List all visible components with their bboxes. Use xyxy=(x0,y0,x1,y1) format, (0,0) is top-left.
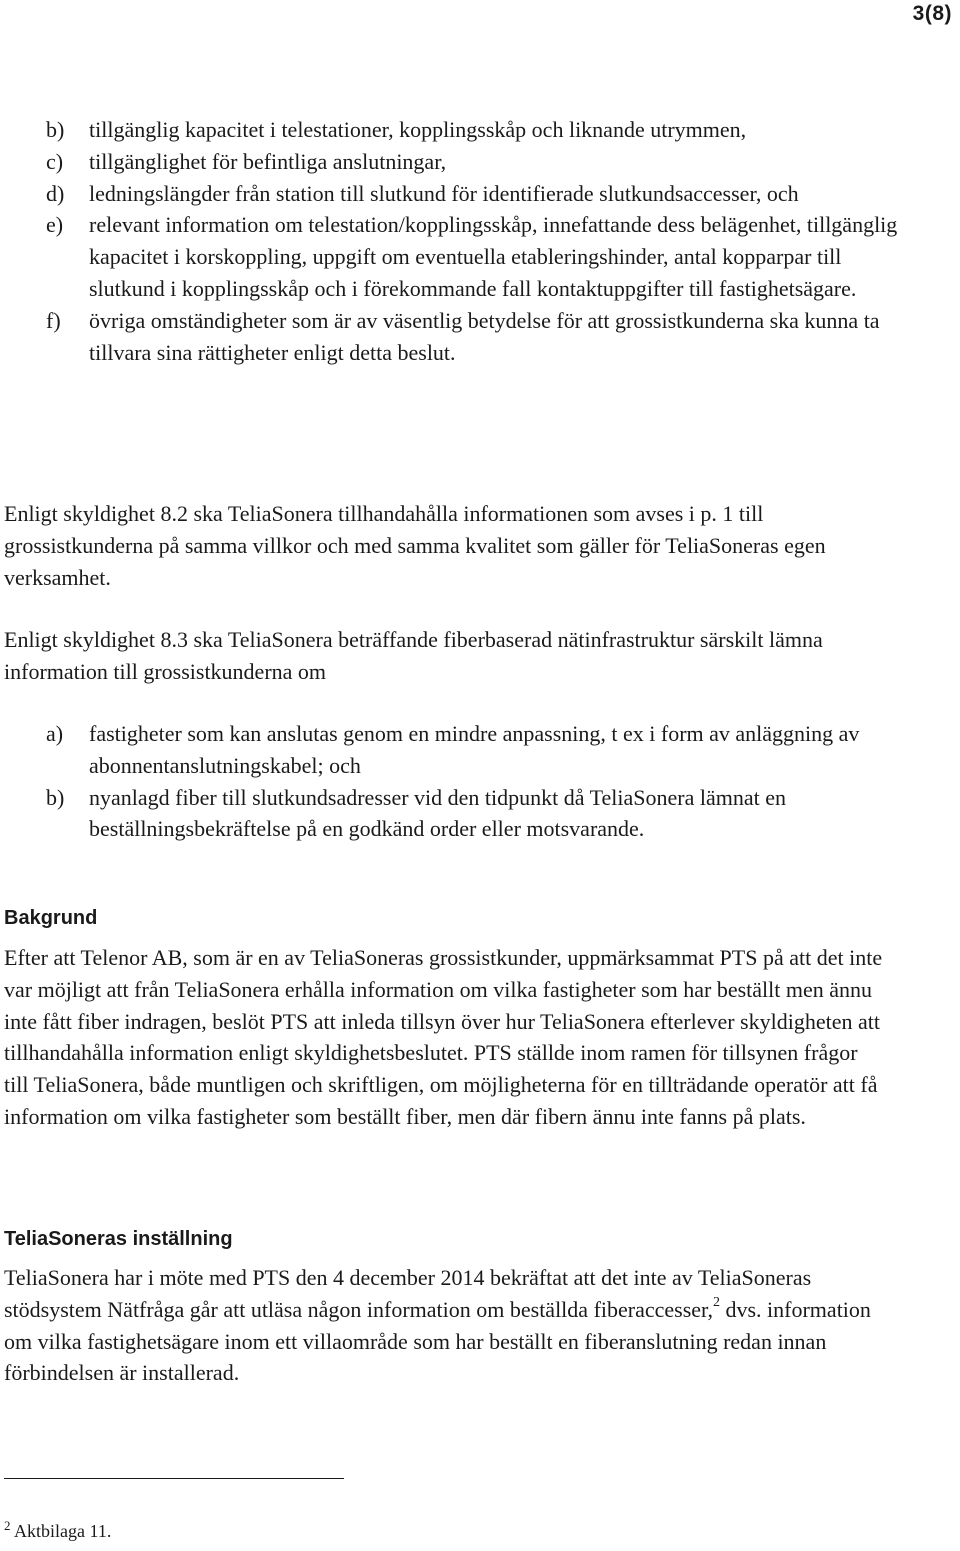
list-marker: b) xyxy=(46,784,65,810)
list-item xyxy=(46,209,916,304)
list-item xyxy=(46,178,916,210)
list-item xyxy=(46,305,916,369)
list-item xyxy=(46,114,916,146)
paragraph-bakgrund: Efter att Telenor AB, som är en av TeliaSoneras grossistkunder, uppmärksammat PTS på att det inte var möjligt att från TeliaSonera erhålla information om vilka fastigheter som har beställt men ännu inte fått fiber indragen, beslöt PTS att inleda tillsyn över hur TeliaSonera efterlever skyldigheten att tillhandahålla information enligt skyldighetsbeslutet. PTS ställde inom ramen för tillsynen frågor till TeliaSonera, både muntligen och skriftligen, om möjligheterna för en tillträdande operatör att få information om vilka fastigheter som beställt fiber, men där fibern ännu inte fanns på plats. xyxy=(4,945,883,1129)
paragraph-installning xyxy=(4,1262,884,1389)
list-item-text: ledningslängder från station till slutkund för identifierade slutkundsaccesser, och xyxy=(89,180,799,206)
paragraph-obligation-8-3: Enligt skyldighet 8.3 ska TeliaSonera beträffande fiberbaserad nätinfrastruktur särskilt lämna information till grossistkunderna om xyxy=(4,627,823,684)
list-item-text: övriga omständigheter som är av väsentlig betydelse för att grossistkunderna ska kunna ta tillvara sina rättigheter enligt detta beslut. xyxy=(89,307,880,365)
list-item xyxy=(46,718,869,782)
fiber-info-list xyxy=(46,718,916,845)
list-item-text: fastigheter som kan anslutas genom en mindre anpassning, t ex i form av anläggning av abonnentanslutningskabel; och xyxy=(89,721,860,778)
page-number: 3(8) xyxy=(912,2,952,25)
list-marker: c) xyxy=(46,148,64,174)
list-item xyxy=(46,782,809,846)
list-marker: f) xyxy=(46,307,61,333)
list-item-text: nyanlagd fiber till slutkundsadresser vid den tidpunkt då TeliaSonera lämnat en beställningsbekräftelse på en godkänd order eller motsvarande. xyxy=(89,784,786,842)
list-marker: a) xyxy=(46,721,64,746)
list-marker: b) xyxy=(46,117,65,142)
list-item-text: relevant information om telestation/kopplingsskåp, innefattande dess belägenhet, tillgänglig kapacitet i korskoppling, uppgift om eventuella etableringshinder, antal kopparpar till slutkund i kopplingsskåp och i förekommande fall kontaktuppgifter till fastighetsägare. xyxy=(89,212,898,301)
list-item-text: tillgänglig kapacitet i telestationer, kopplingsskåp och liknande utrymmen, xyxy=(89,117,747,142)
footnote-text: Aktbilaga 11. xyxy=(10,1521,112,1541)
list-marker: e) xyxy=(46,212,64,238)
list-item-text: tillgänglighet för befintliga anslutningar, xyxy=(89,148,447,174)
footnote-number: 2 xyxy=(4,1518,11,1533)
list-item xyxy=(46,146,916,178)
footnote xyxy=(4,1518,112,1542)
heading-teliasoneras-installning: TeliaSoneras inställning xyxy=(4,1228,233,1250)
requirements-list xyxy=(46,114,916,368)
heading-bakgrund: Bakgrund xyxy=(4,907,98,929)
footnote-divider xyxy=(4,1478,344,1479)
list-marker: d) xyxy=(46,180,65,206)
paragraph-obligation-8-2: Enligt skyldighet 8.2 ska TeliaSonera tillhandahålla informationen som avses i p. 1 till grossistkunderna på samma villkor och med samma kvalitet som gäller för TeliaSoneras egen verksamhet. xyxy=(4,501,826,590)
footnote-reference[interactable]: 2 xyxy=(712,1295,720,1311)
paragraph-text: dvs. information om vilka fastighetsägare inom ett villaområde som har beställt en fiberanslutning redan innan förbindelsen är installerad. xyxy=(4,1296,871,1386)
paragraph-text: TeliaSonera har i möte med PTS den 4 december 2014 bekräftat att det inte av TeliaSoneras stödsystem Nätfråga går att utläsa någon information om beställda fiberaccesser, xyxy=(4,1265,812,1322)
